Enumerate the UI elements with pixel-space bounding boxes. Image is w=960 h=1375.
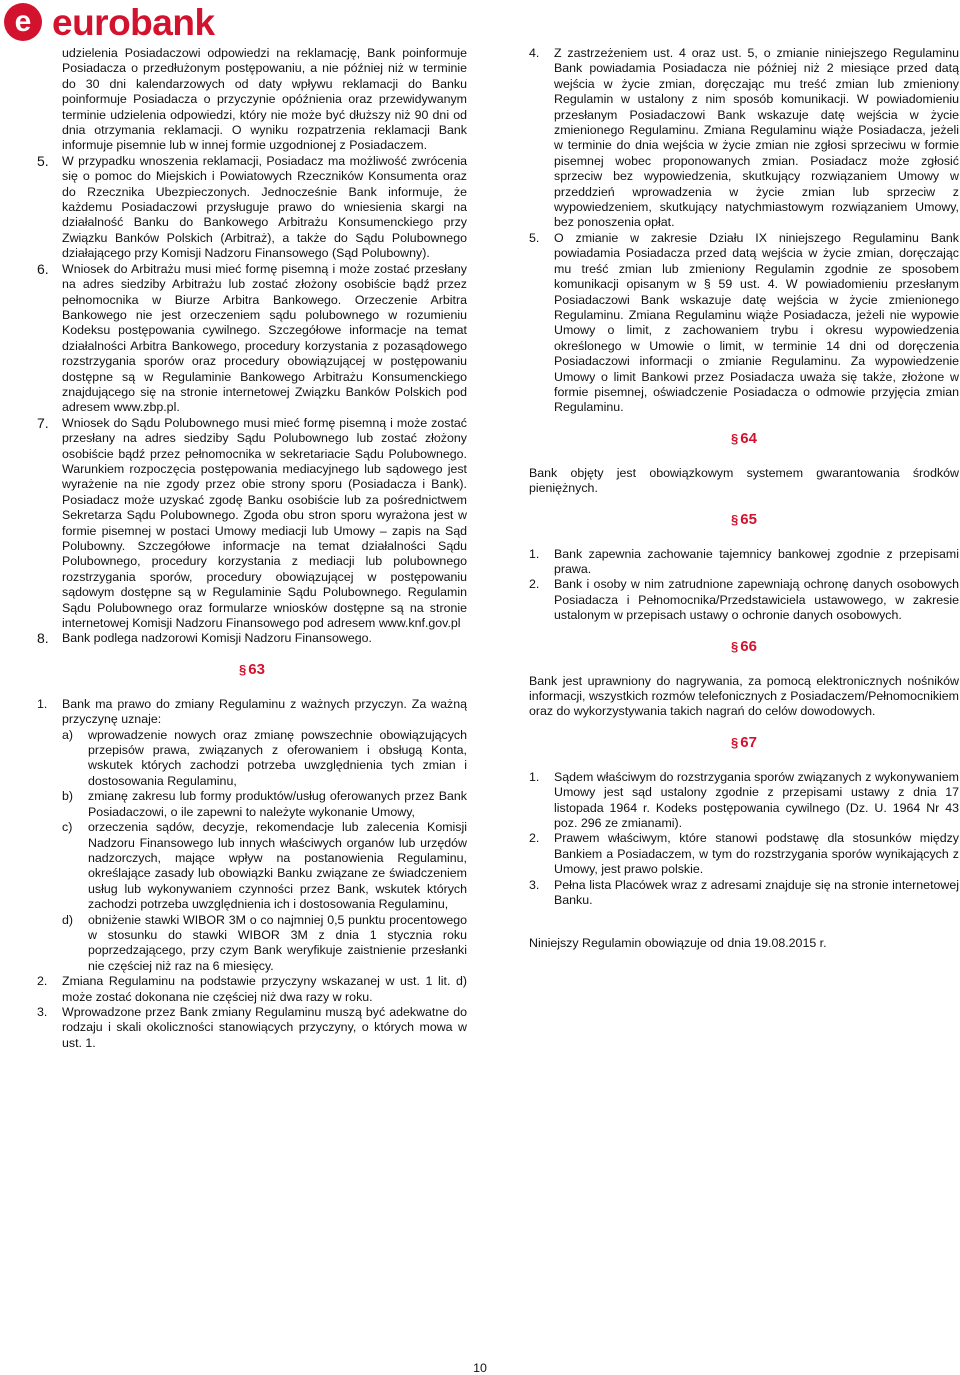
list-item <box>37 262 467 416</box>
eurobank-logo <box>4 3 215 41</box>
sub-item-letter: c) <box>62 820 73 835</box>
section-sign: § <box>731 430 739 446</box>
list-item <box>529 878 959 909</box>
list-item <box>37 974 467 1005</box>
left-column <box>37 46 467 1051</box>
item-number: 1. <box>37 696 48 711</box>
sub-item-text: obniżenie stawki WIBOR 3M o co najmniej 0,5 punktu procentowego w stosunku do stawki WIBOR 3M z dnia 1 stycznia roku poprzedzającego, przy czym Bank weryfikuje zaistnienie przesłanki nie częściej niż raz na 6 miesięcy. <box>88 912 467 973</box>
item-number: 2. <box>37 974 48 989</box>
sub-item-letter: a) <box>62 727 74 742</box>
list-item <box>529 770 959 832</box>
item-text: Z zastrzeżeniem ust. 4 oraz ust. 5, o zmianie niniejszego Regulaminu Bank powiadamia Posiadacza nie później niż 2 miesiące przed datą wejścia w życie zmian, doręczając mu treść zmian lub zmieniony Regulamin w ustalony z nim sposób komunikacji. W powiadomieniu przesłanym Posiadaczowi Bank wskazuje datę wejścia w życie zmienionego Regulaminu. Zmiana Regulaminu wiąże Posiadacza, jeżeli w terminie do dnia wejścia w życie zmian nie zgłosi sprzeciwu w formie pisemnej wobec proponowanych zmian. Posiadacz może zgłosić sprzeciw bez wypowiedzenia, skutkujący rozwiązaniem Umowy w przeddzień wprowadzenia w życie zmian lub sprzeciw z wypowiedzeniem, skutkujący natychmiastowym rozwiązaniem Umowy, bez ponoszenia opłat. <box>554 46 959 230</box>
closing-statement: Niniejszy Regulamin obowiązuje od dnia 19.08.2015 r. <box>529 936 827 951</box>
item-text: Bank ma prawo do zmiany Regulaminu z ważnych przyczyn. Za ważną przyczynę uznaje: <box>62 696 467 727</box>
item-text: Zmiana Regulaminu na podstawie przyczyny wskazanej w ust. 1 lit. d) może zostać dokonana nie częściej niż dwa razy w roku. <box>62 974 467 1004</box>
list-item <box>529 231 959 416</box>
section-heading-65 <box>529 511 959 529</box>
item-number: 6. <box>37 260 49 277</box>
item-number: 7. <box>37 414 49 431</box>
item-text: O zmianie w zakresie Działu IX niniejszego Regulaminu Bank powiadamia Posiadacza przed datą wejścia w życie zmian, doręczając mu treść zmian lub zmieniony Regulamin zgodnie ze sposobem komunikacji opisanym w § 59 ust. 4. W powiadomieniu przesłanym Posiadaczowi Bank wskazuje datę wejścia w życie zmienionego Regulaminu. Zmiana Regulaminu wiąże Posiadacza, jeżeli nie wypowie Umowy o limit, z zachowaniem trybu i okresu wypowiedzenia określonego w Umowie o limit, w terminie 14 dni od doręczenia Posiadaczowi informacji o zmianie Regulaminu. Za wypowiedzenie Umowy o limit Bankowi przez Posiadacza uważa się także, złożone w formie pisemnej, oświadczenie Posiadacza o odmowie przyjęcia zmian Regulaminu. <box>554 230 959 415</box>
item-text: Wniosek do Arbitrażu musi mieć formę pisemną i może zostać przesłany na adres siedziby Arbitrażu lub zostać złożony osobiście bądź przez pełnomocnika w Biurze Arbitra Bankowego. Orzeczenie Arbitra Bankowego nie jest orzeczeniem sądu polubownego w rozumieniu Kodeksu postępowania cywilnego. Szczegółowe informacje na temat działalności Arbitra Bankowego, procedury korzystania z pozasądowego rozstrzygania sporów oraz procedury obowiązującej w postępowaniu dostępne są w Regulaminie Bankowego Arbitrażu Konsumenckiego znajdującego się na stronie internetowej Związku Banków Polskich pod adresem www.zbp.pl. <box>62 261 467 415</box>
eurobank-logo-text: eurobank <box>52 1 215 43</box>
sub-item <box>37 789 467 820</box>
section-number: 65 <box>740 510 757 528</box>
item-text: Pełna lista Placówek wraz z adresami znajduje się na stronie internetowej Banku. <box>554 877 959 908</box>
list-item <box>37 416 467 632</box>
list-item <box>37 631 467 646</box>
section-number: 64 <box>740 429 757 447</box>
item-number: 3. <box>529 877 540 892</box>
paragraph-continued <box>37 46 467 154</box>
item-text: Sądem właściwym do rozstrzygania sporów związanych z wykonywaniem Umowy jest sąd ustalony zgodnie z przepisami ustawy z dnia 17 listopada 1964 r. Kodeks postępowania cywilnego (Dz. U. 1964 Nr 43 poz. 296 ze zmianami). <box>554 769 959 831</box>
section-number: 63 <box>248 660 265 678</box>
list-item <box>37 697 467 728</box>
section-sign: § <box>731 734 739 750</box>
item-number: 3. <box>37 1004 48 1019</box>
item-number: 2. <box>529 577 540 592</box>
item-text: Bank podlega nadzorowi Komisji Nadzoru Finansowego. <box>62 631 372 646</box>
item-number: 4. <box>529 46 540 60</box>
item-text: Bank i osoby w nim zatrudnione zapewniają ochronę danych osobowych Posiadacza i Pełnomocnika/Przedstawiciela ustawowego, w zakresie ustalonym w przepisach ustawy o ochronie danych osobowych. <box>554 577 959 623</box>
sub-item <box>37 728 467 790</box>
sub-item <box>37 820 467 912</box>
section-heading-67 <box>529 734 959 752</box>
sub-item-text: wprowadzenie nowych oraz zmianę powszechnie obowiązujących przepisów prawa, związanych z oferowaniem i obsługą Konta, wskutek których zachodzi potrzeba uwzględnienia tych zmian i dostosowania Regulaminu, <box>88 727 467 788</box>
section-sign: § <box>731 511 739 527</box>
paragraph: Bank jest uprawniony do nagrywania, za pomocą elektronicznych nośników informacji, wszystkich rozmów telefonicznych z Posiadaczem/Pełnomocnikiem oraz do wykorzystywania takich nagrań do celów dowodowych. <box>529 673 959 719</box>
item-number: 1. <box>529 546 540 561</box>
eurobank-logo-icon: e <box>4 3 42 41</box>
section-number: 67 <box>740 733 757 751</box>
sub-item-text: zmianę zakresu lub formy produktów/usług oferowanych przez Bank Posiadaczowi, o ile zapewni to należyte wykonanie Umowy, <box>88 789 467 819</box>
section-heading-63 <box>37 661 467 679</box>
list-item <box>529 577 959 623</box>
right-column <box>529 46 959 952</box>
list-item <box>529 547 959 578</box>
item-number: 8. <box>37 630 49 647</box>
item-text: Wniosek do Sądu Polubownego musi mieć formę pisemną i może zostać przesłany na adres siedziby Sądu Polubownego lub zostać złożony osobiście bądź przez pełnomocnika w sekretariacie Sądu Polubownego. Warunkiem rozpoczęcia postępowania mediacyjnego lub sądowego jest wyrażenie na nie zgody przez obie strony sporu (Posiadacza i Bank). Posiadacz może uzyskać zgodę Banku osobiście lub za pośrednictwem Sekretarza Sądu Polubownego. Zgoda obu stron sporu wyrażona jest w formie pisemnej w postaci Umowy mediacji lub Umowy – zapis na Sąd Polubowny. Szczegółowe informacje na temat działalności Sądu Polubownego, procedury korzystania z mediacji lub polubownego rozstrzygania sporów, procedury obowiązującej w postępowaniu sądowym dostępne są w Regulaminie Sądu Polubownego. Regulamin Sądu Polubownego oraz formularze wniosków dostępne są na stronie internetowej Komisji Nadzoru Finansowego pod adresem www.knf.gov.pl <box>62 415 467 631</box>
paragraph: Bank objęty jest obowiązkowym systemem gwarantowania środków pieniężnych. <box>529 465 959 496</box>
sub-item-letter: b) <box>62 789 74 804</box>
sub-item-text: orzeczenia sądów, decyzje, rekomendacje lub zalecenia Komisji Nadzoru Finansowego lub innych właściwych organów lub urzędów nadzorczych, mające wpływ na postanowienia Regulaminu, określające zasady lub obowiązki Banku związane ze świadczeniem usług lub wykonywaniem czynności przez Bank, wskutek których zachodzi potrzeba uwzględnienia ich i dostosowania Regulaminu, <box>88 820 467 912</box>
page-number: 10 <box>473 1361 487 1375</box>
item-text: Bank zapewnia zachowanie tajemnicy bankowej zgodnie z przepisami prawa. <box>554 546 959 576</box>
item-text: Wprowadzone przez Bank zmiany Regulaminu muszą być adekwatne do rodzaju i skali okoliczności stanowiących przyczyny, o których mowa w ust. 1. <box>62 1004 467 1050</box>
sub-item-letter: d) <box>62 912 74 927</box>
paragraph-text: udzielenia Posiadaczowi odpowiedzi na reklamację, Bank poinformuje Posiadacza o przedłużonym postępowaniu, a nie później niż w terminie do 30 dni kalendarzowych od daty wpływu reklamacji do Banku poinformuje Posiadacza o przyczynie opóźnienia oraz przewidywanym terminie udzielenia odpowiedzi, który nie może być dłuższy niż 90 dni od dnia otrzymania reklamacji. O wyniku rozpatrzenia reklamacji Bank informuje pisemnie lub w innej formie uzgodnionej z Posiadaczem. <box>62 46 467 153</box>
section-number: 66 <box>740 637 757 655</box>
section-heading-64 <box>529 430 959 448</box>
sub-item <box>37 913 467 975</box>
list-item <box>529 831 959 877</box>
list-item <box>529 46 959 231</box>
list-item <box>37 1005 467 1051</box>
list-item <box>37 154 467 262</box>
item-number: 2. <box>529 831 540 846</box>
section-sign: § <box>731 638 739 654</box>
item-text: Prawem właściwym, które stanowi podstawę dla stosunków między Bankiem a Posiadaczem, w tym do rozstrzygania sporów wynikających z Umowy, jest prawo polskie. <box>554 831 959 877</box>
item-number: 1. <box>529 769 540 784</box>
section-heading-66 <box>529 638 959 656</box>
section-sign: § <box>239 661 247 677</box>
item-number: 5. <box>37 152 49 169</box>
item-text: W przypadku wnoszenia reklamacji, Posiadacz ma możliwość zwrócenia się o pomoc do Miejskich i Powiatowych Rzeczników Konsumenta oraz do Rzecznika Ubezpieczonych. Jednocześnie Bank informuje, że każdemu Posiadaczowi przysługuje prawo do wniesienia skargi na działalność Banku do Bankowego Arbitrażu Konsumenckiego przy Związku Banków Polskich (Arbitraż), a także do Sądu Polubownego działającego przy Komisji Nadzoru Finansowego (Sąd Polubowny). <box>62 153 467 261</box>
item-number: 5. <box>529 230 540 245</box>
